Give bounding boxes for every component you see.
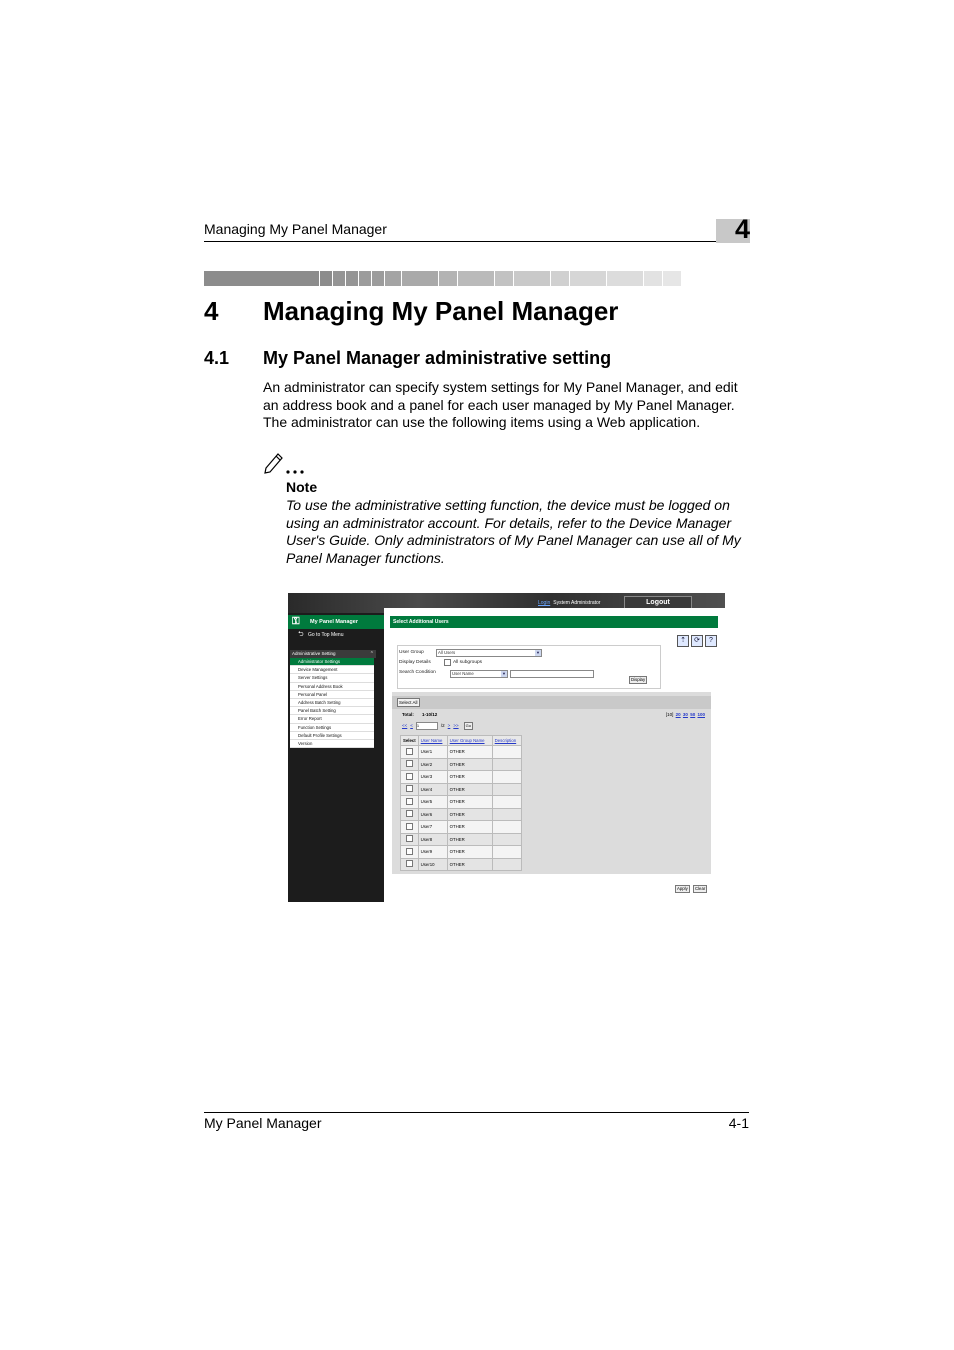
per-page-options: [10] 20 30 50 100 bbox=[665, 712, 705, 717]
user-group-cell: OTHER bbox=[447, 746, 492, 759]
user-name-cell: User1 bbox=[418, 746, 447, 759]
search-input[interactable] bbox=[510, 670, 594, 678]
user-name-cell: User9 bbox=[418, 846, 447, 859]
bar-segment bbox=[439, 271, 458, 286]
description-cell bbox=[492, 821, 521, 834]
user-group-cell: OTHER bbox=[447, 758, 492, 771]
description-cell bbox=[492, 783, 521, 796]
row-checkbox[interactable] bbox=[406, 760, 413, 767]
row-checkbox[interactable] bbox=[406, 835, 413, 842]
filter-box bbox=[397, 645, 661, 689]
menu-item-administrator-settings[interactable]: Administrator Settings bbox=[290, 658, 374, 666]
go-button[interactable]: Go bbox=[465, 723, 471, 729]
header-rule bbox=[204, 241, 716, 242]
row-select-cell bbox=[401, 808, 419, 821]
user-name-cell: User10 bbox=[418, 858, 447, 871]
row-checkbox[interactable] bbox=[406, 810, 413, 817]
menu-item-error-report[interactable]: Error Report bbox=[290, 715, 374, 723]
bar-segment bbox=[551, 271, 570, 286]
row-checkbox[interactable] bbox=[406, 860, 413, 867]
results-header-bar bbox=[392, 696, 711, 709]
menu-item-version[interactable]: Version bbox=[290, 740, 374, 748]
apply-button[interactable]: Apply bbox=[677, 886, 688, 891]
table-row[interactable] bbox=[401, 758, 522, 771]
user-name-cell: User5 bbox=[418, 796, 447, 809]
user-group-cell: OTHER bbox=[447, 771, 492, 784]
row-select-cell bbox=[401, 796, 419, 809]
user-group-cell: OTHER bbox=[447, 783, 492, 796]
per-page-30[interactable]: 30 bbox=[682, 712, 688, 717]
body-paragraph: An administrator can specify system settings for My Panel Manager, and edit an address book and a panel for each user managed by My Panel Manager. The administrator can use the following items using a Web application. bbox=[263, 379, 738, 431]
running-header-title: Managing My Panel Manager bbox=[204, 221, 387, 237]
description-cell bbox=[492, 796, 521, 809]
menu-item-server-settings[interactable]: Server Settings bbox=[290, 674, 374, 682]
row-select-cell bbox=[401, 833, 419, 846]
menu-heading[interactable] bbox=[290, 650, 376, 658]
col-user-group-name[interactable]: User Group Name bbox=[447, 736, 492, 746]
row-select-cell bbox=[401, 821, 419, 834]
user-group-cell: OTHER bbox=[447, 846, 492, 859]
login-info bbox=[538, 600, 600, 606]
all-subgroups-label: All subgroups bbox=[453, 660, 483, 665]
col-description[interactable]: Description bbox=[492, 736, 521, 746]
note-label: Note bbox=[286, 479, 318, 495]
row-select-cell bbox=[401, 858, 419, 871]
menu-item-address-batch-setting[interactable]: Address Batch Setting bbox=[290, 699, 374, 707]
bar-segment bbox=[320, 271, 333, 286]
row-checkbox[interactable] bbox=[406, 773, 413, 780]
user-group-cell: OTHER bbox=[447, 821, 492, 834]
chapter-heading bbox=[204, 296, 618, 327]
note-text: To use the administrative setting function, the device must be logged on using an administrator account. For details, refer to the Device Manager User's Guide. Only administrators of My Panel Manager can use all of My Panel Manager functions. bbox=[286, 497, 741, 567]
decorative-bar bbox=[204, 271, 749, 286]
move-up-icon[interactable]: ⇡ bbox=[677, 635, 689, 647]
description-cell bbox=[492, 808, 521, 821]
per-page-current: 10 bbox=[667, 712, 673, 717]
results-area bbox=[392, 692, 711, 874]
row-checkbox[interactable] bbox=[406, 748, 413, 755]
bar-segment bbox=[663, 271, 682, 286]
menu-heading-label: Administrative Setting bbox=[292, 651, 336, 656]
per-page-50[interactable]: 50 bbox=[690, 712, 696, 717]
bar-segment bbox=[333, 271, 346, 286]
menu-item-personal-panel[interactable]: Personal Panel bbox=[290, 691, 374, 699]
bar-segment bbox=[495, 271, 514, 286]
bar-segment bbox=[570, 271, 607, 286]
section-title: My Panel Manager administrative setting bbox=[263, 348, 612, 368]
section-heading bbox=[204, 348, 611, 369]
row-select-cell bbox=[401, 771, 419, 784]
table-row[interactable] bbox=[401, 771, 522, 784]
user-group-cell: OTHER bbox=[447, 858, 492, 871]
menu-item-panel-batch-setting[interactable]: Panel Batch Setting bbox=[290, 707, 374, 715]
pager-last[interactable]: >> bbox=[453, 723, 459, 729]
footer-rule bbox=[204, 1112, 749, 1113]
clear-button[interactable]: Clear bbox=[695, 886, 706, 891]
chevron-down-icon: ▼ bbox=[536, 650, 540, 655]
pager-first[interactable]: << bbox=[402, 723, 408, 729]
user-group-cell: OTHER bbox=[447, 833, 492, 846]
page-count: /2 bbox=[440, 723, 445, 729]
table-row[interactable] bbox=[401, 796, 522, 809]
chapter-tab-number: 4 bbox=[734, 214, 750, 244]
bar-segment bbox=[359, 271, 372, 286]
refresh-icon[interactable]: ⟳ bbox=[691, 635, 703, 647]
panel-title: Select Additional Users bbox=[390, 616, 718, 628]
row-select-cell bbox=[401, 783, 419, 796]
bar-segment bbox=[372, 271, 385, 286]
bar-segment bbox=[204, 271, 320, 286]
table-row[interactable] bbox=[401, 858, 522, 871]
description-cell bbox=[492, 833, 521, 846]
col-select: Select bbox=[401, 736, 419, 746]
chevron-down-icon: ▼ bbox=[502, 671, 506, 676]
search-field-select[interactable] bbox=[450, 670, 508, 678]
all-subgroups-checkbox[interactable] bbox=[444, 659, 451, 666]
user-group-select[interactable] bbox=[436, 649, 542, 657]
chapter-number: 4 bbox=[204, 296, 219, 326]
table-row[interactable] bbox=[401, 746, 522, 759]
display-button[interactable]: Display bbox=[631, 677, 646, 682]
user-name-cell: User2 bbox=[418, 758, 447, 771]
user-role: System Administrator bbox=[553, 600, 601, 606]
footer-title: My Panel Manager bbox=[204, 1115, 322, 1131]
description-cell bbox=[492, 846, 521, 859]
table-row[interactable] bbox=[401, 821, 522, 834]
user-name-cell: User6 bbox=[418, 808, 447, 821]
row-checkbox[interactable] bbox=[406, 823, 413, 830]
menu-item-device-management[interactable]: Device Management bbox=[290, 666, 374, 674]
sidebar bbox=[288, 613, 384, 902]
user-group-cell: OTHER bbox=[447, 808, 492, 821]
chevron-up-icon: ⌃ bbox=[369, 651, 374, 657]
display-details-label: Display Details bbox=[399, 660, 431, 665]
per-page-20[interactable]: 20 bbox=[675, 712, 681, 717]
total-value: 1-10/12 bbox=[422, 712, 438, 717]
search-field-value: User Name bbox=[452, 671, 474, 676]
table-row[interactable] bbox=[401, 783, 522, 796]
user-group-cell: OTHER bbox=[447, 796, 492, 809]
section-number: 4.1 bbox=[204, 348, 230, 368]
go-to-top-menu-label: Go to Top Menu bbox=[308, 632, 344, 638]
table-row[interactable] bbox=[401, 833, 522, 846]
user-name-cell: User4 bbox=[418, 783, 447, 796]
user-name-cell: User3 bbox=[418, 771, 447, 784]
go-to-top-menu-link[interactable] bbox=[290, 629, 384, 641]
search-condition-label: Search Condition bbox=[399, 670, 436, 675]
table-row[interactable] bbox=[401, 846, 522, 859]
pager bbox=[402, 722, 473, 730]
bar-segment bbox=[402, 271, 439, 286]
help-icon[interactable]: ? bbox=[705, 635, 717, 647]
description-cell bbox=[492, 771, 521, 784]
logout-button[interactable]: Logout bbox=[624, 596, 692, 609]
description-cell bbox=[492, 746, 521, 759]
user-group-label: User Group bbox=[399, 650, 424, 655]
description-cell bbox=[492, 758, 521, 771]
select-all-button[interactable]: Select All bbox=[399, 700, 418, 705]
menu-item-function-settings[interactable]: Function Settings bbox=[290, 724, 374, 732]
page-number: 4-1 bbox=[728, 1115, 749, 1131]
row-select-cell bbox=[401, 746, 419, 759]
table-row[interactable] bbox=[401, 808, 522, 821]
total-label: Total: bbox=[402, 712, 414, 717]
pager-next[interactable]: > bbox=[447, 723, 451, 729]
page-input[interactable]: 1 bbox=[416, 722, 438, 730]
app-name: My Panel Manager bbox=[310, 619, 358, 625]
bar-segment bbox=[458, 271, 495, 286]
row-checkbox[interactable] bbox=[406, 785, 413, 792]
row-checkbox[interactable] bbox=[406, 848, 413, 855]
return-arrow-icon: ⮌ bbox=[298, 631, 304, 638]
bar-segment bbox=[514, 271, 551, 286]
per-page-100[interactable]: 100 bbox=[697, 712, 705, 717]
user-name-cell: User7 bbox=[418, 821, 447, 834]
app-header bbox=[288, 615, 384, 629]
web-app-screenshot bbox=[288, 593, 725, 902]
main-panel bbox=[384, 608, 725, 902]
description-cell bbox=[492, 858, 521, 871]
row-select-cell bbox=[401, 758, 419, 771]
menu-item-personal-address-book[interactable]: Personal Address Book bbox=[290, 683, 374, 691]
row-checkbox[interactable] bbox=[406, 798, 413, 805]
users-table bbox=[400, 735, 522, 871]
menu-item-default-profile-settings[interactable]: Default Profile Settings bbox=[290, 732, 374, 740]
toolbar bbox=[675, 629, 717, 647]
col-user-name[interactable]: User Name bbox=[418, 736, 447, 746]
pager-prev[interactable]: < bbox=[410, 723, 413, 729]
bar-segment bbox=[644, 271, 663, 286]
admin-menu bbox=[290, 658, 374, 748]
user-name-cell: User8 bbox=[418, 833, 447, 846]
chapter-title: Managing My Panel Manager bbox=[263, 296, 619, 326]
bar-segment bbox=[607, 271, 644, 286]
row-select-cell bbox=[401, 846, 419, 859]
app-logo-icon: ⚿ bbox=[292, 616, 300, 627]
pencil-icon bbox=[263, 450, 311, 481]
user-group-value: All Users bbox=[438, 650, 456, 655]
bar-segment bbox=[346, 271, 359, 286]
bar-segment bbox=[385, 271, 402, 286]
login-link[interactable]: Login bbox=[538, 600, 551, 606]
table-header-row bbox=[401, 736, 522, 746]
